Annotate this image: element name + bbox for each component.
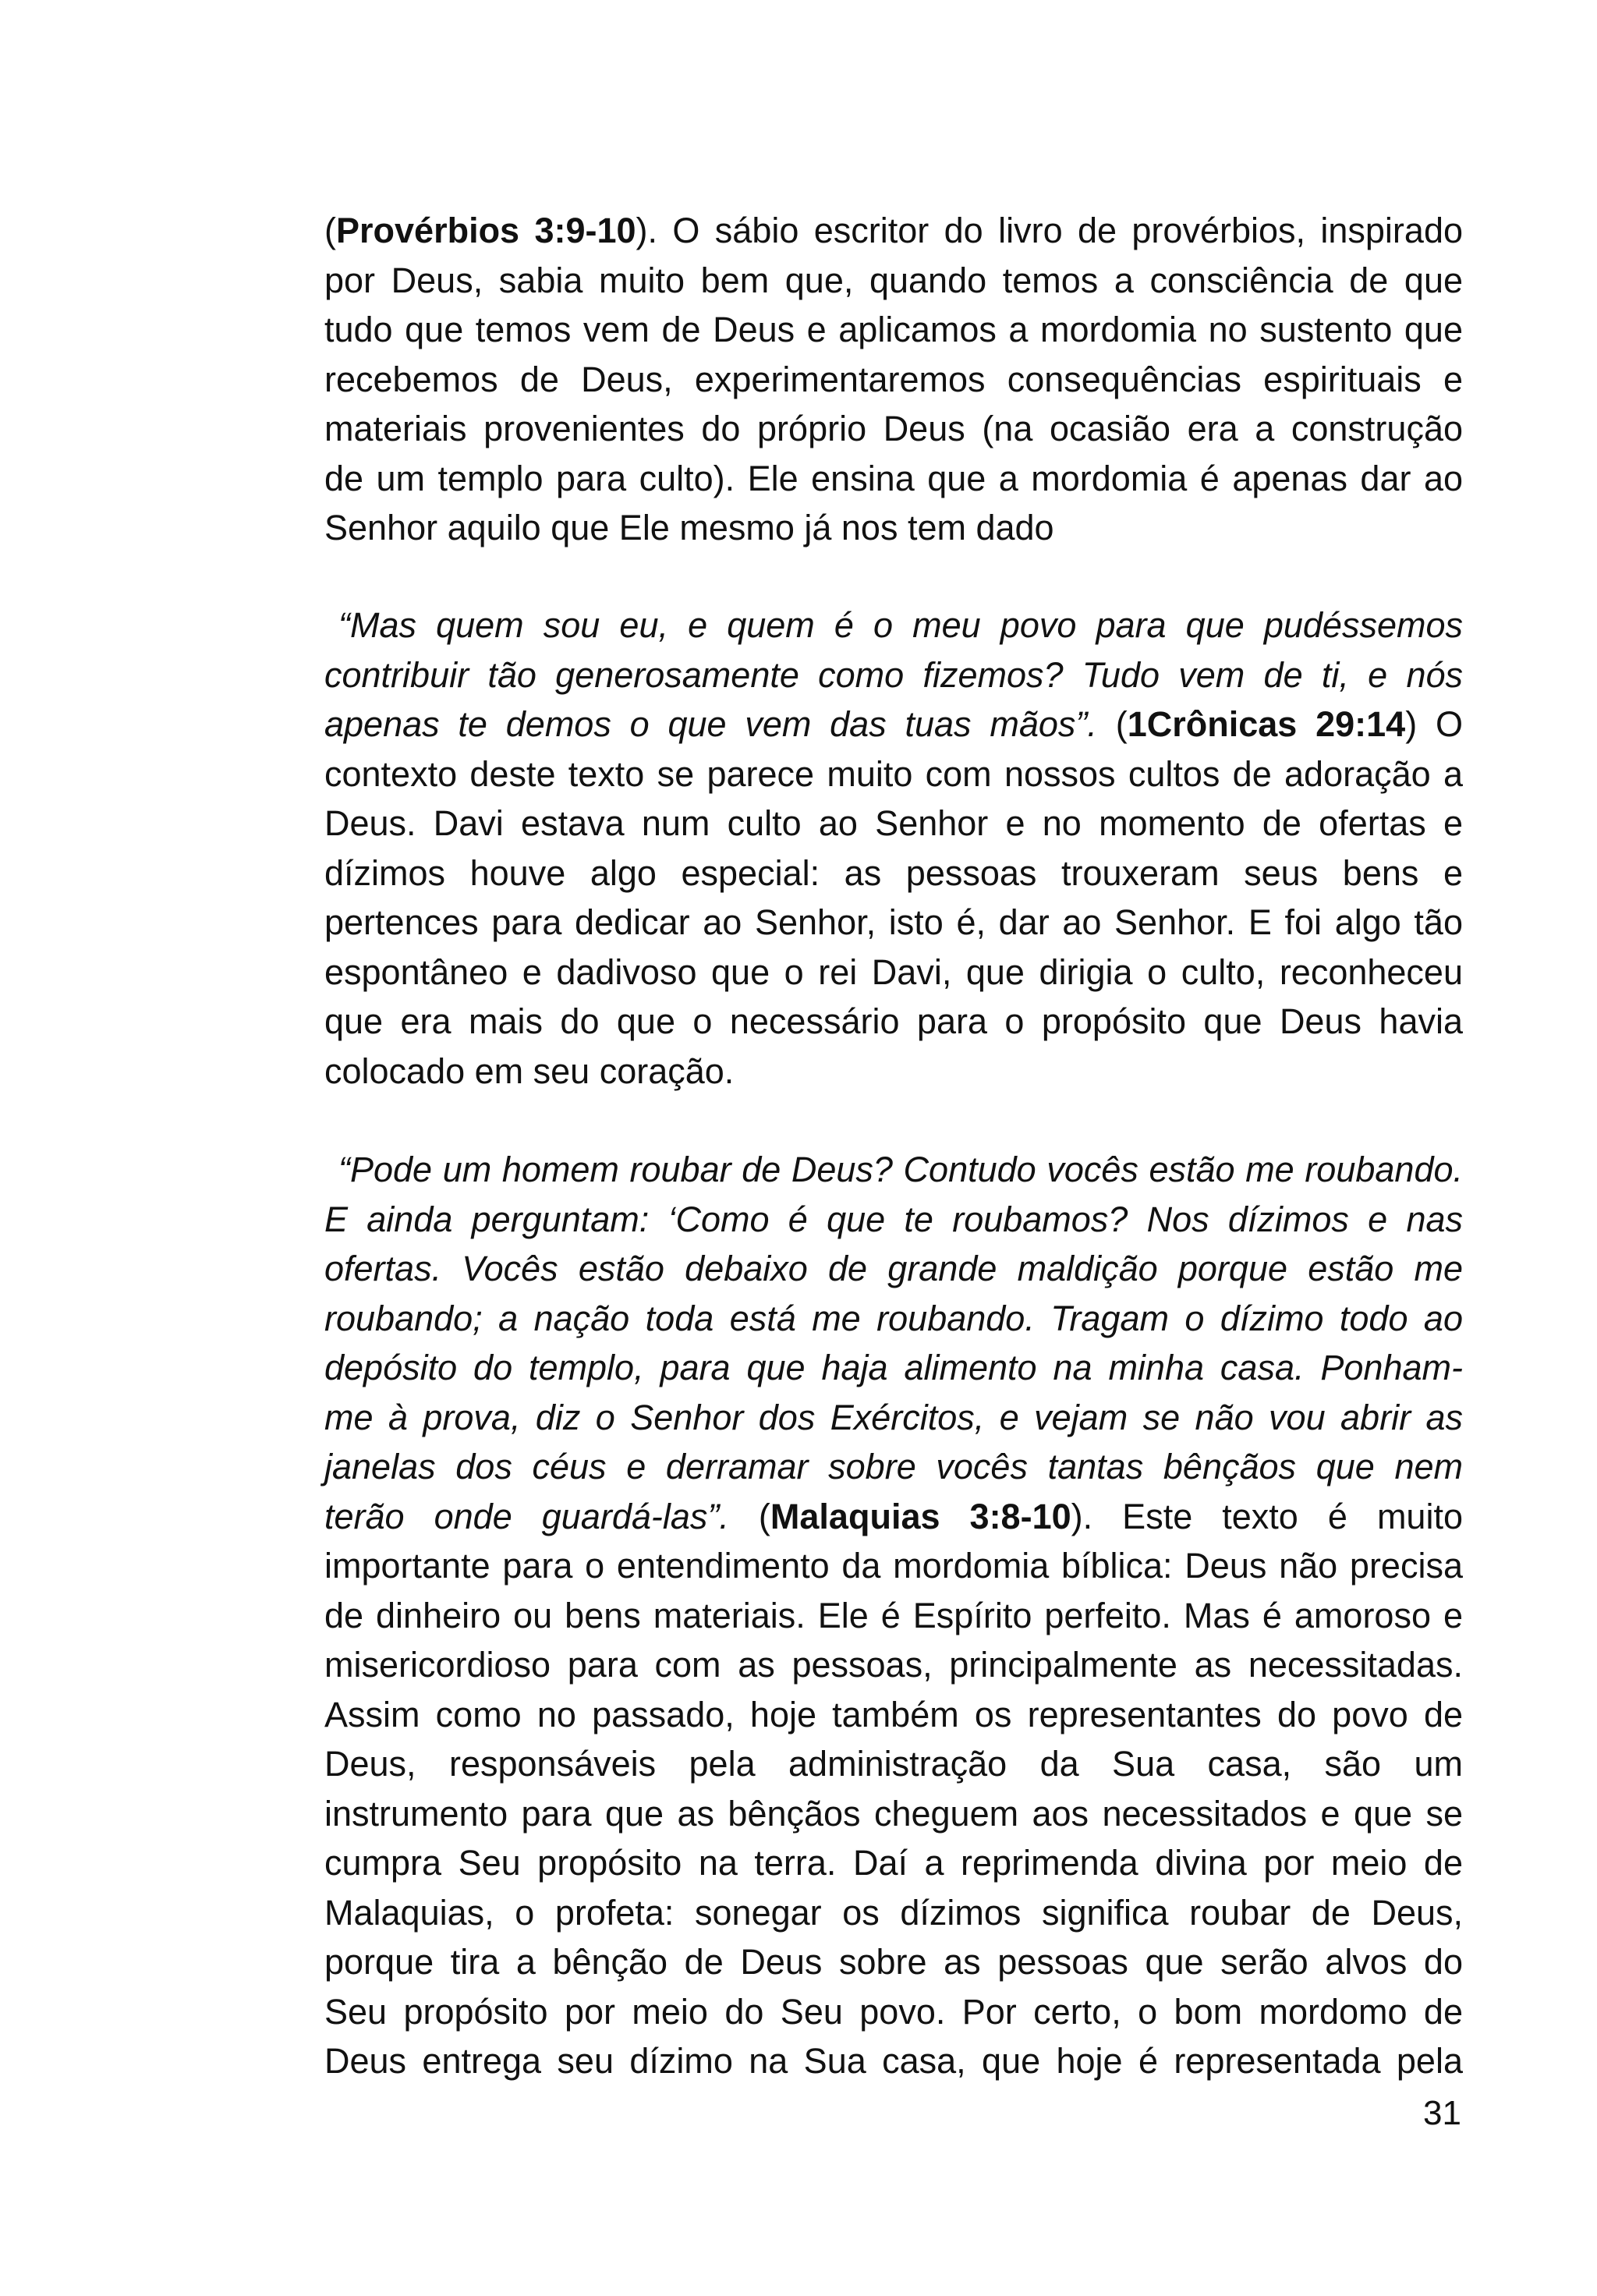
paragraph-malaquias — [324, 1145, 1463, 2086]
bible-reference: Provérbios 3:9-10 — [336, 211, 636, 250]
text-fragment: . Este texto é muito — [1082, 1496, 1463, 1536]
text-line: apenas te demos o que vem das tuas mãos”. (1Crônicas 29:14) O — [324, 704, 1463, 744]
quote-fragment: terão onde guardá-las”. — [324, 1496, 729, 1536]
text-line: Seu propósito por meio do Seu povo. Por certo, o bom mordomo de — [324, 1991, 1463, 2032]
quote-line: depósito do templo, para que haja alimento na minha casa. Ponham- — [324, 1348, 1463, 1387]
text-line: tudo que temos vem de Deus e aplicamos a mordomia no sustento que — [324, 310, 1463, 349]
text-line: contexto deste texto se parece muito com nossos cultos de adoração a — [324, 753, 1463, 794]
quote-line: roubando; a nação toda está me roubando. Tragam o dízimo todo ao — [324, 1298, 1463, 1338]
text-fragment: . O sábio escritor do livro de provérbios, inspirado — [647, 211, 1463, 250]
quote-line: ofertas. Vocês estão debaixo de grande maldição porque estão me — [324, 1249, 1463, 1288]
text-line: de dinheiro ou bens materiais. Ele é Espírito perfeito. Mas é amoroso e — [324, 1595, 1463, 1635]
bible-reference: 1Crônicas 29:14 — [1127, 704, 1406, 744]
bible-reference: Malaquias 3:8-10 — [770, 1496, 1071, 1536]
text-line: cumpra Seu propósito na terra. Daí a reprimenda divina por meio de — [324, 1843, 1463, 1883]
text-line: porque tira a bênção de Deus sobre as pessoas que serão alvos do — [324, 1942, 1463, 1982]
quote-fragment: apenas te demos o que vem das tuas mãos”. — [324, 704, 1097, 744]
text-line: (Provérbios 3:9-10). O sábio escritor do livro de provérbios, inspirado — [324, 211, 1463, 250]
text-line: instrumento para que as bênçãos cheguem aos necessitados e que se — [324, 1793, 1463, 1834]
text-line: dízimos houve algo especial: as pessoas trouxeram seus bens e — [324, 852, 1463, 893]
text-line: por Deus, sabia muito bem que, quando temos a consciência de que — [324, 260, 1463, 300]
text-line: colocado em seu coração. — [324, 1051, 735, 1091]
text-line: terão onde guardá-las”. (Malaquias 3:8-10). Este texto é muito — [324, 1496, 1463, 1536]
paragraph-proverbios — [324, 206, 1463, 553]
text-line: Assim como no passado, hoje também os representantes do povo de — [324, 1694, 1463, 1734]
text-line: pertences para dedicar ao Senhor, isto é, dar ao Senhor. E foi algo tão — [324, 902, 1463, 942]
text-fragment: O — [1417, 704, 1463, 744]
text-line: Deus, responsáveis pela administração da Sua casa, são um — [324, 1744, 1463, 1784]
text-line: recebemos de Deus, experimentaremos consequências espirituais e — [324, 359, 1463, 399]
quote-line: “Pode um homem roubar de Deus? Contudo vocês estão me roubando. — [338, 1150, 1463, 1189]
quote-line: contribuir tão generosamente como fizemos? Tudo vem de ti, e nós — [324, 654, 1463, 695]
text-line: materiais provenientes do próprio Deus (na ocasião era a construção — [324, 409, 1463, 448]
paragraph-cronicas — [324, 601, 1463, 1096]
text-line: misericordioso para com as pessoas, principalmente as necessitadas. — [324, 1645, 1463, 1685]
quote-line: me à prova, diz o Senhor dos Exércitos, e vejam se não vou abrir as — [324, 1397, 1463, 1437]
text-line: Malaquias, o profeta: sonegar os dízimos significa roubar de Deus, — [324, 1892, 1463, 1933]
text-line: importante para o entendimento da mordomia bíblica: Deus não precisa — [324, 1546, 1463, 1586]
quote-line: janelas dos céus e derramar sobre vocês tantas bênçãos que nem — [324, 1447, 1463, 1486]
text-line: Deus. Davi estava num culto ao Senhor e no momento de ofertas e — [324, 803, 1463, 843]
text-line: Senhor aquilo que Ele mesmo já nos tem dado — [324, 508, 1054, 547]
text-line: Deus entrega seu dízimo na Sua casa, que hoje é representada pela — [324, 2041, 1463, 2081]
page-number: 31 — [1423, 2094, 1461, 2132]
text-line: que era mais do que o necessário para o propósito que Deus havia — [324, 1001, 1463, 1041]
text-line: espontâneo e dadivoso que o rei Davi, que dirigia o culto, reconheceu — [324, 951, 1463, 992]
text-line: de um templo para culto). Ele ensina que a mordomia é apenas dar ao — [324, 458, 1463, 498]
quote-line: “Mas quem sou eu, e quem é o meu povo para que pudéssemos — [338, 605, 1463, 645]
quote-line: E ainda perguntam: ‘Como é que te roubamos? Nos dízimos e nas — [324, 1199, 1463, 1239]
